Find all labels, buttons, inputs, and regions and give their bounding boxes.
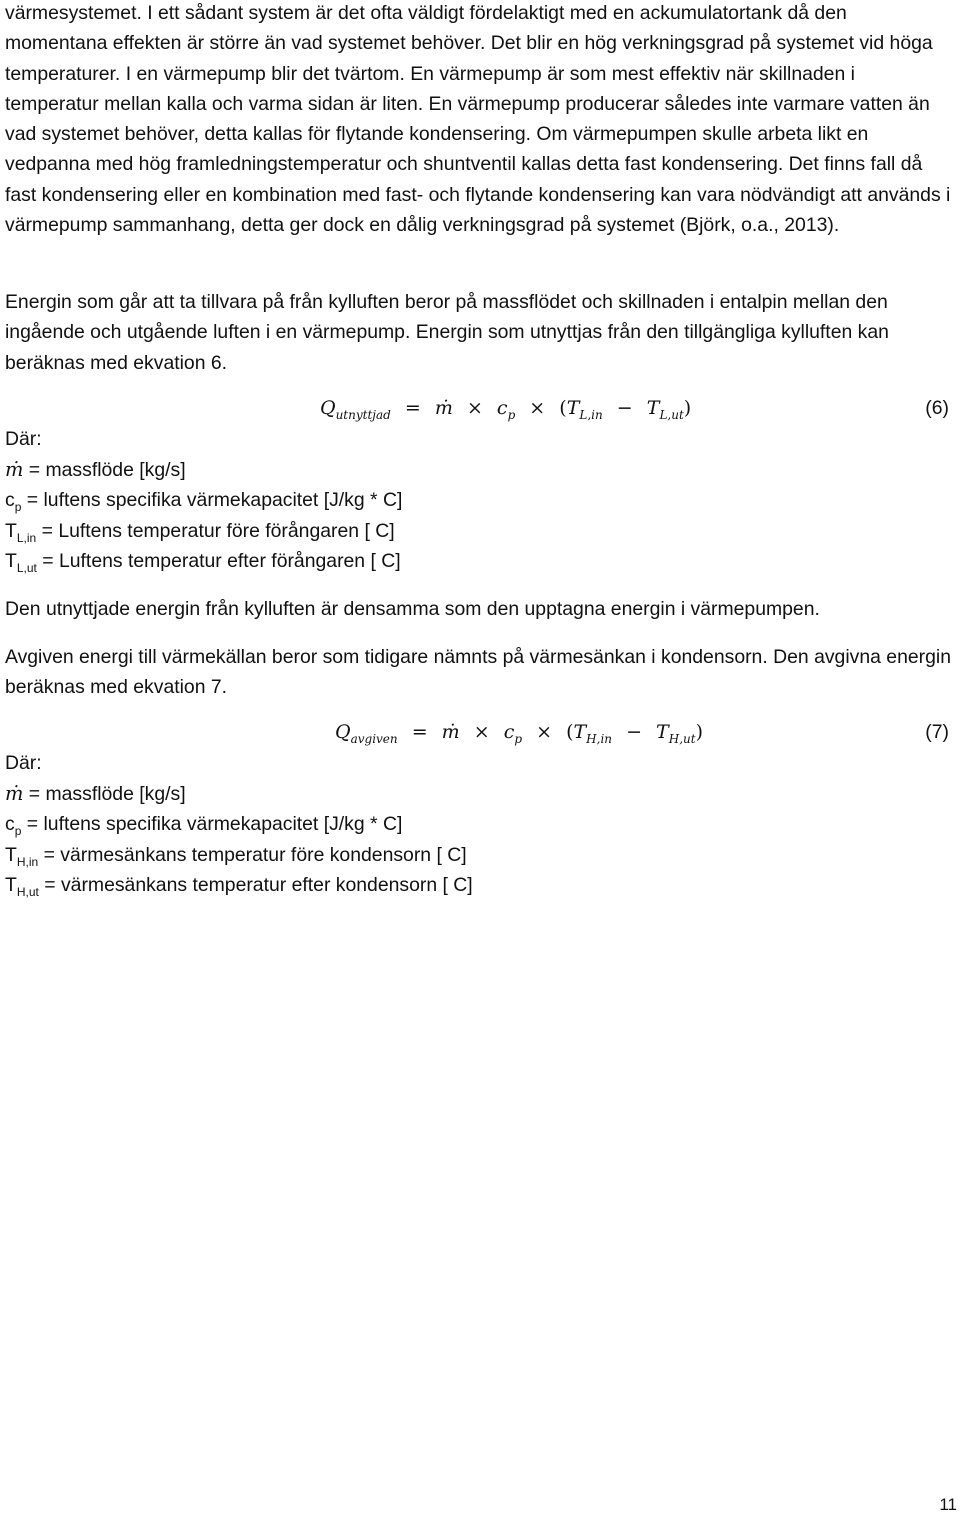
equation-6-times: ×	[466, 397, 483, 419]
air-temp-out-symbol: T	[5, 550, 17, 573]
specific-heat-text: = luftens specifika värmekapacitet [J/kg * C]	[21, 489, 403, 512]
paragraph-cooling-air-energy: Energin som går att ta tillvara på från kylluften beror på massflödet och skillnaden i entalpin mellan den ingående och utgående luften i en värmepump. Energin som utnyttjas från den tillgängliga kylluften kan beräknas med ekvation 6.	[5, 291, 889, 374]
equation-6-cp: c	[496, 397, 508, 419]
air-temp-out-text: = Luftens temperatur efter förångaren [ C]	[36, 550, 401, 573]
equation-7-lhs: Q	[335, 721, 351, 743]
sink-temp-out-symbol: T	[5, 874, 17, 897]
equation-7-t-in: T	[573, 721, 587, 743]
equation-7-number: (7)	[925, 721, 949, 743]
equation-6-open-paren: (	[559, 397, 567, 419]
equation-7-mass-flow: ṁ	[441, 721, 460, 743]
paragraph-released-energy: Avgiven energi till värmekällan beror som tidigare nämnts på värmesänkan i kondensorn. Den avgivna energin beräknas med ekvation 7.	[5, 646, 951, 699]
sink-temp-in-text: = värmesänkans temperatur före kondensorn [ C]	[38, 843, 467, 866]
specific-heat-symbol: c	[5, 813, 15, 836]
sink-temp-out-text: = värmesänkans temperatur efter kondensorn [ C]	[38, 874, 473, 897]
mass-flow-text: = massflöde [kg/s]	[23, 782, 186, 805]
equation-7-t-out: T	[656, 721, 669, 743]
definition-mass-flow	[5, 779, 705, 810]
definitions-equation-6	[5, 424, 705, 577]
definition-sink-temp-out	[5, 870, 705, 901]
paragraph-utilized-energy: Den utnyttjade energin från kylluften är densamma som den upptagna energin i värmepumpen.	[5, 598, 820, 620]
equation-6-minus: −	[616, 397, 633, 419]
specific-heat-subscript: p	[14, 500, 22, 515]
equation-7-times-2: ×	[536, 721, 553, 743]
definition-sink-temp-in	[5, 840, 705, 871]
sink-temp-in-subscript: H,in	[16, 854, 39, 869]
equation-7-times: ×	[473, 721, 490, 743]
definition-mass-flow	[5, 455, 705, 486]
specific-heat-text: = luftens specifika värmekapacitet [J/kg * C]	[21, 813, 403, 836]
equation-6-t-in-subscript: L,in	[579, 407, 603, 422]
equation-7-open-paren: (	[566, 721, 574, 743]
definition-specific-heat	[5, 809, 705, 840]
definitions-heading: Där:	[5, 752, 42, 774]
definition-air-temp-in	[5, 516, 705, 547]
equation-6-cp-subscript: p	[507, 407, 516, 422]
air-temp-out-subscript: L,ut	[16, 561, 37, 576]
equation-6-equals: =	[404, 397, 421, 419]
equation-6-expression	[320, 397, 692, 422]
equation-6-t-out: T	[646, 397, 660, 419]
sink-temp-out-subscript: H,ut	[16, 885, 39, 900]
paragraph-heat-pump-condensing: värmesystemet. I ett sådant system är det ofta väldigt fördelaktigt med en ackumulatortank då den momentana effekten är större än vad systemet behöver. Det blir en hög verkningsgrad på systemet vid höga temperaturer. I en värmepump blir det tvärtom. En värmepump är som mest effektiv när skillnaden i temperatur mellan kalla och varma sidan är liten. En värmepump producerar således inte varmare vatten än vad systemet behöver, detta kallas för flytande kondensering. Om värmepumpen skulle arbeta likt en vedpanna med hög framledningstemperatur och shuntventil kallas detta fast kondensering. Det finns fall då fast kondensering eller en kombination med fast- och flytande kondensering kan vara nödvändigt att används i värmepump sammanhang, detta ger dock en dålig verkningsgrad på systemet (Björk, o.a., 2013).	[5, 2, 951, 237]
equation-6-number: (6)	[925, 397, 949, 419]
equation-6-times-2: ×	[529, 397, 546, 419]
mass-flow-symbol: ṁ	[5, 457, 24, 481]
definitions-heading: Där:	[5, 428, 42, 450]
definition-specific-heat	[5, 485, 705, 516]
equation-6-close-paren: )	[683, 397, 692, 419]
equation-6-lhs: Q	[320, 397, 336, 419]
equation-6-t-in: T	[566, 397, 580, 419]
equation-7-cp-subscript: p	[514, 731, 523, 746]
page-number: 11	[939, 1495, 957, 1514]
definitions-equation-7	[5, 748, 705, 901]
equation-7-t-in-subscript: H,in	[586, 731, 613, 746]
air-temp-in-subscript: L,in	[16, 530, 37, 545]
specific-heat-symbol: c	[5, 489, 15, 512]
equation-7-t-out-subscript: H,ut	[668, 731, 696, 746]
equation-6-lhs-subscript: utnyttjad	[335, 407, 391, 422]
air-temp-in-text: = Luftens temperatur före förångaren [ C]	[36, 519, 395, 542]
equation-7-minus: −	[626, 721, 642, 743]
equation-7-lhs-subscript: avgiven	[350, 731, 398, 746]
equation-6-mass-flow: ṁ	[434, 397, 453, 419]
equation-7-equals: =	[411, 721, 428, 743]
equation-7-close-paren: )	[695, 721, 703, 743]
air-temp-in-symbol: T	[5, 519, 17, 542]
specific-heat-subscript: p	[14, 824, 22, 839]
mass-flow-text: = massflöde [kg/s]	[23, 458, 186, 481]
mass-flow-symbol: ṁ	[5, 781, 24, 805]
equation-7-expression	[335, 721, 703, 746]
definition-air-temp-out	[5, 546, 705, 577]
equation-6-t-out-subscript: L,ut	[659, 407, 684, 422]
sink-temp-in-symbol: T	[5, 843, 17, 866]
equation-7-cp: c	[503, 721, 515, 743]
